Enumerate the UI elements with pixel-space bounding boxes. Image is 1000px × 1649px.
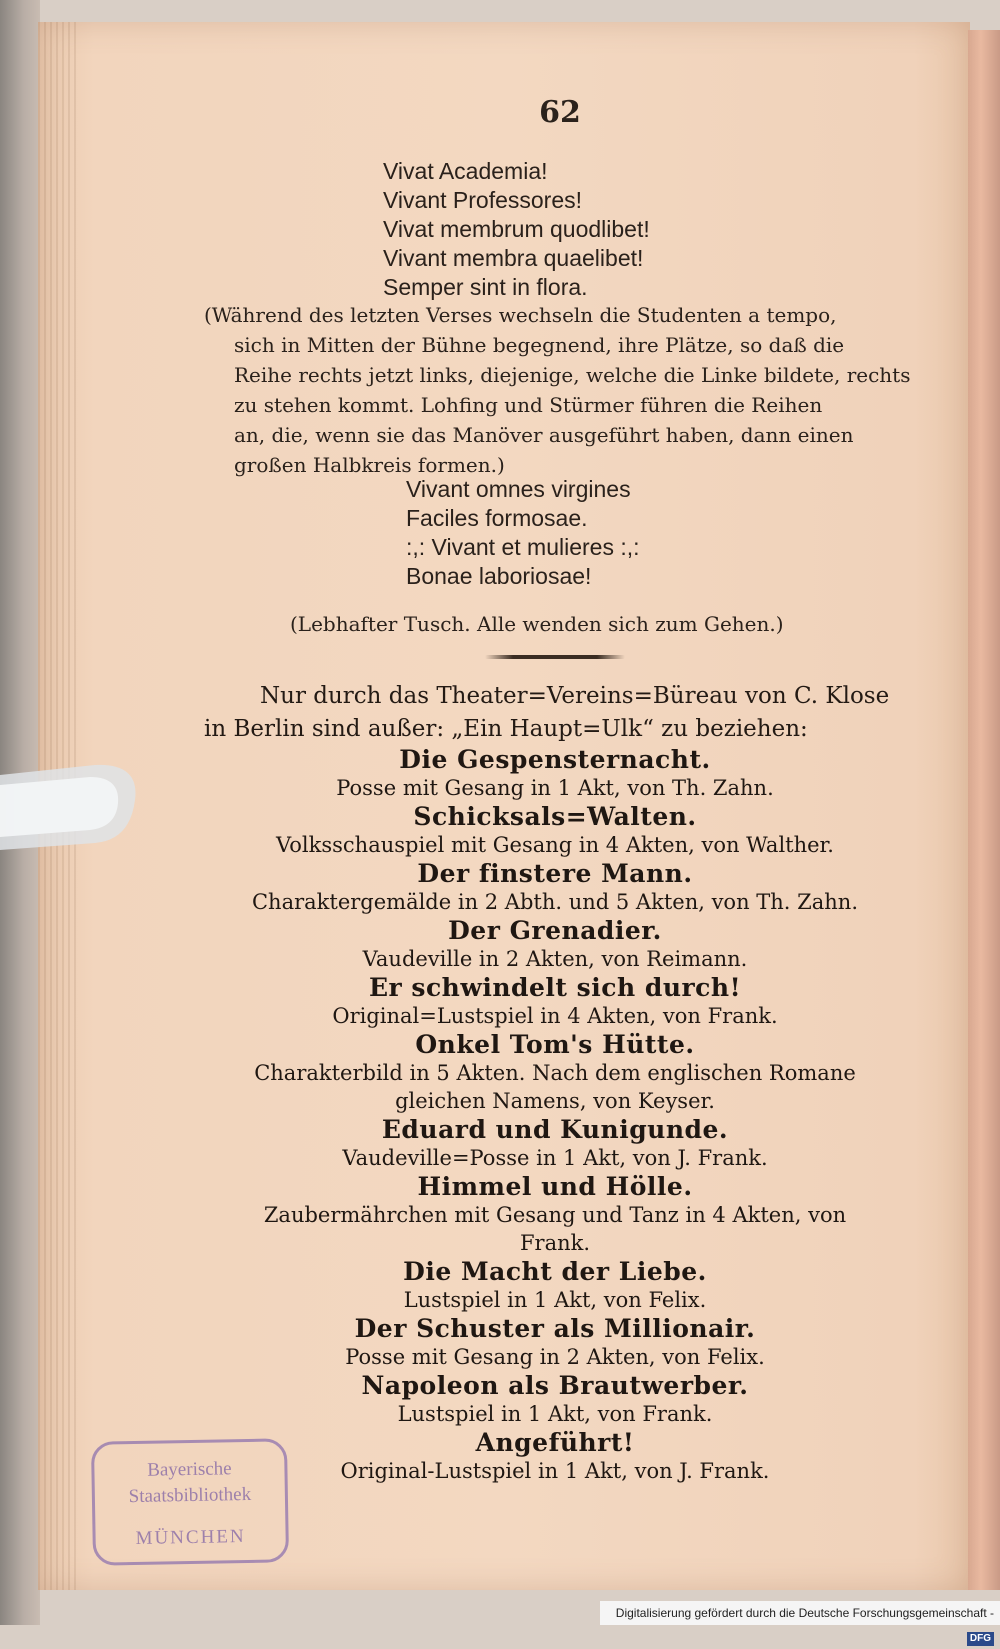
verse-block-1 — [383, 157, 650, 302]
stage-line: Reihe rechts jetzt links, diejenige, welche die Linke bildete, rechts — [234, 363, 911, 387]
verse-block-2 — [406, 475, 640, 591]
verse-line: Vivat Academia! — [383, 158, 548, 184]
stamp-line: MÜNCHEN — [135, 1526, 246, 1549]
play-title: Der finstere Mann. — [417, 859, 693, 888]
dfg-logo: DFG — [967, 1632, 994, 1646]
page-edge-right — [968, 30, 1000, 1590]
catalog-entry — [200, 1371, 910, 1428]
play-title: Er schwindelt sich durch! — [368, 973, 742, 1002]
play-description: Charaktergemälde in 2 Abth. und 5 Akten, von Th. Zahn. — [251, 890, 858, 914]
play-description: gleichen Namens, von Keyser. — [395, 1089, 715, 1113]
stamp-line: Bayerische — [147, 1458, 232, 1481]
play-title: Die Gespensternacht. — [399, 745, 711, 774]
play-title: Himmel und Hölle. — [417, 1172, 693, 1201]
catalog-entry — [200, 745, 910, 802]
play-title: Schicksals=Walten. — [413, 802, 697, 831]
verse-line: Vivant Professores! — [383, 187, 583, 213]
catalog-entry — [200, 1172, 910, 1257]
catalog-entry — [200, 802, 910, 859]
play-description: Vaudeville in 2 Akten, von Reimann. — [362, 947, 748, 971]
verse-line: Vivant membra quaelibet! — [383, 245, 644, 271]
play-description: Lustspiel in 1 Akt, von Felix. — [403, 1288, 707, 1312]
play-description: Volksschauspiel mit Gesang in 4 Akten, von Walther. — [276, 833, 834, 857]
play-description: Posse mit Gesang in 1 Akt, von Th. Zahn. — [336, 776, 774, 800]
play-catalog — [200, 745, 910, 1485]
stage-direction — [204, 300, 912, 480]
catalog-entry — [200, 1314, 910, 1371]
stage-direction-closing: (Lebhafter Tusch. Alle wenden sich zum Gehen.) — [290, 612, 784, 636]
scan-clip-icon — [0, 755, 140, 865]
verse-line: Vivat membrum quodlibet! — [383, 216, 650, 242]
play-title: Der Grenadier. — [448, 916, 662, 945]
intro-line: in Berlin sind außer: „Ein Haupt=Ulk“ zu beziehen: — [204, 716, 808, 742]
catalog-entry — [200, 1257, 910, 1314]
stage-line: großen Halbkreis formen.) — [234, 453, 505, 477]
play-title: Onkel Tom's Hütte. — [415, 1030, 695, 1059]
play-title: Eduard und Kunigunde. — [381, 1115, 729, 1144]
play-description: Original-Lustspiel in 1 Akt, von J. Frank. — [340, 1459, 770, 1483]
stage-line: zu stehen kommt. Lohfing und Stürmer führen die Reihen — [234, 393, 823, 417]
play-description: Charakterbild in 5 Akten. Nach dem englischen Romane — [254, 1061, 856, 1085]
catalog-entry — [200, 973, 910, 1030]
play-title: Der Schuster als Millionair. — [354, 1314, 756, 1343]
play-description: Vaudeville=Posse in 1 Akt, von J. Frank. — [342, 1146, 768, 1170]
play-description: Original=Lustspiel in 4 Akten, von Frank. — [332, 1004, 778, 1028]
play-title: Napoleon als Brautwerber. — [361, 1371, 749, 1400]
page-number: 62 — [539, 95, 581, 130]
intro-line: Nur durch das Theater=Vereins=Büreau von C. Klose — [260, 683, 890, 709]
catalog-intro — [204, 680, 912, 746]
verse-line: :,: Vivant et mulieres :,: — [406, 534, 640, 560]
stage-line: (Während des letzten Verses wechseln die Studenten a tempo, — [204, 303, 837, 327]
play-title: Angeführt! — [475, 1428, 635, 1457]
stamp-line: Staatsbibliothek — [128, 1483, 252, 1508]
play-description: Frank. — [519, 1231, 591, 1255]
play-description: Lustspiel in 1 Akt, von Frank. — [397, 1402, 713, 1426]
verse-line: Faciles formosae. — [406, 505, 588, 531]
footer-text: Digitalisierung gefördert durch die Deutsche Forschungsgemeinschaft - — [615, 1606, 994, 1620]
ornamental-rule — [485, 655, 625, 659]
catalog-entry — [200, 1115, 910, 1172]
play-description: Zaubermährchen mit Gesang und Tanz in 4 Akten, von — [263, 1203, 847, 1227]
stage-line: an, die, wenn sie das Manöver ausgeführt haben, dann einen — [234, 423, 854, 447]
stage-line: sich in Mitten der Bühne begegnend, ihre Plätze, so daß die — [234, 333, 845, 357]
catalog-entry — [200, 859, 910, 916]
catalog-entry — [200, 916, 910, 973]
digitization-footer — [600, 1601, 1000, 1644]
catalog-entry — [200, 1428, 910, 1485]
verse-line: Bonae laboriosae! — [406, 563, 592, 589]
library-stamp — [91, 1438, 289, 1565]
play-description: Posse mit Gesang in 2 Akten, von Felix. — [345, 1345, 765, 1369]
play-title: Die Macht der Liebe. — [403, 1257, 707, 1286]
verse-line: Semper sint in flora. — [383, 274, 588, 300]
verse-line: Vivant omnes virgines — [406, 476, 631, 502]
catalog-entry — [200, 1030, 910, 1115]
